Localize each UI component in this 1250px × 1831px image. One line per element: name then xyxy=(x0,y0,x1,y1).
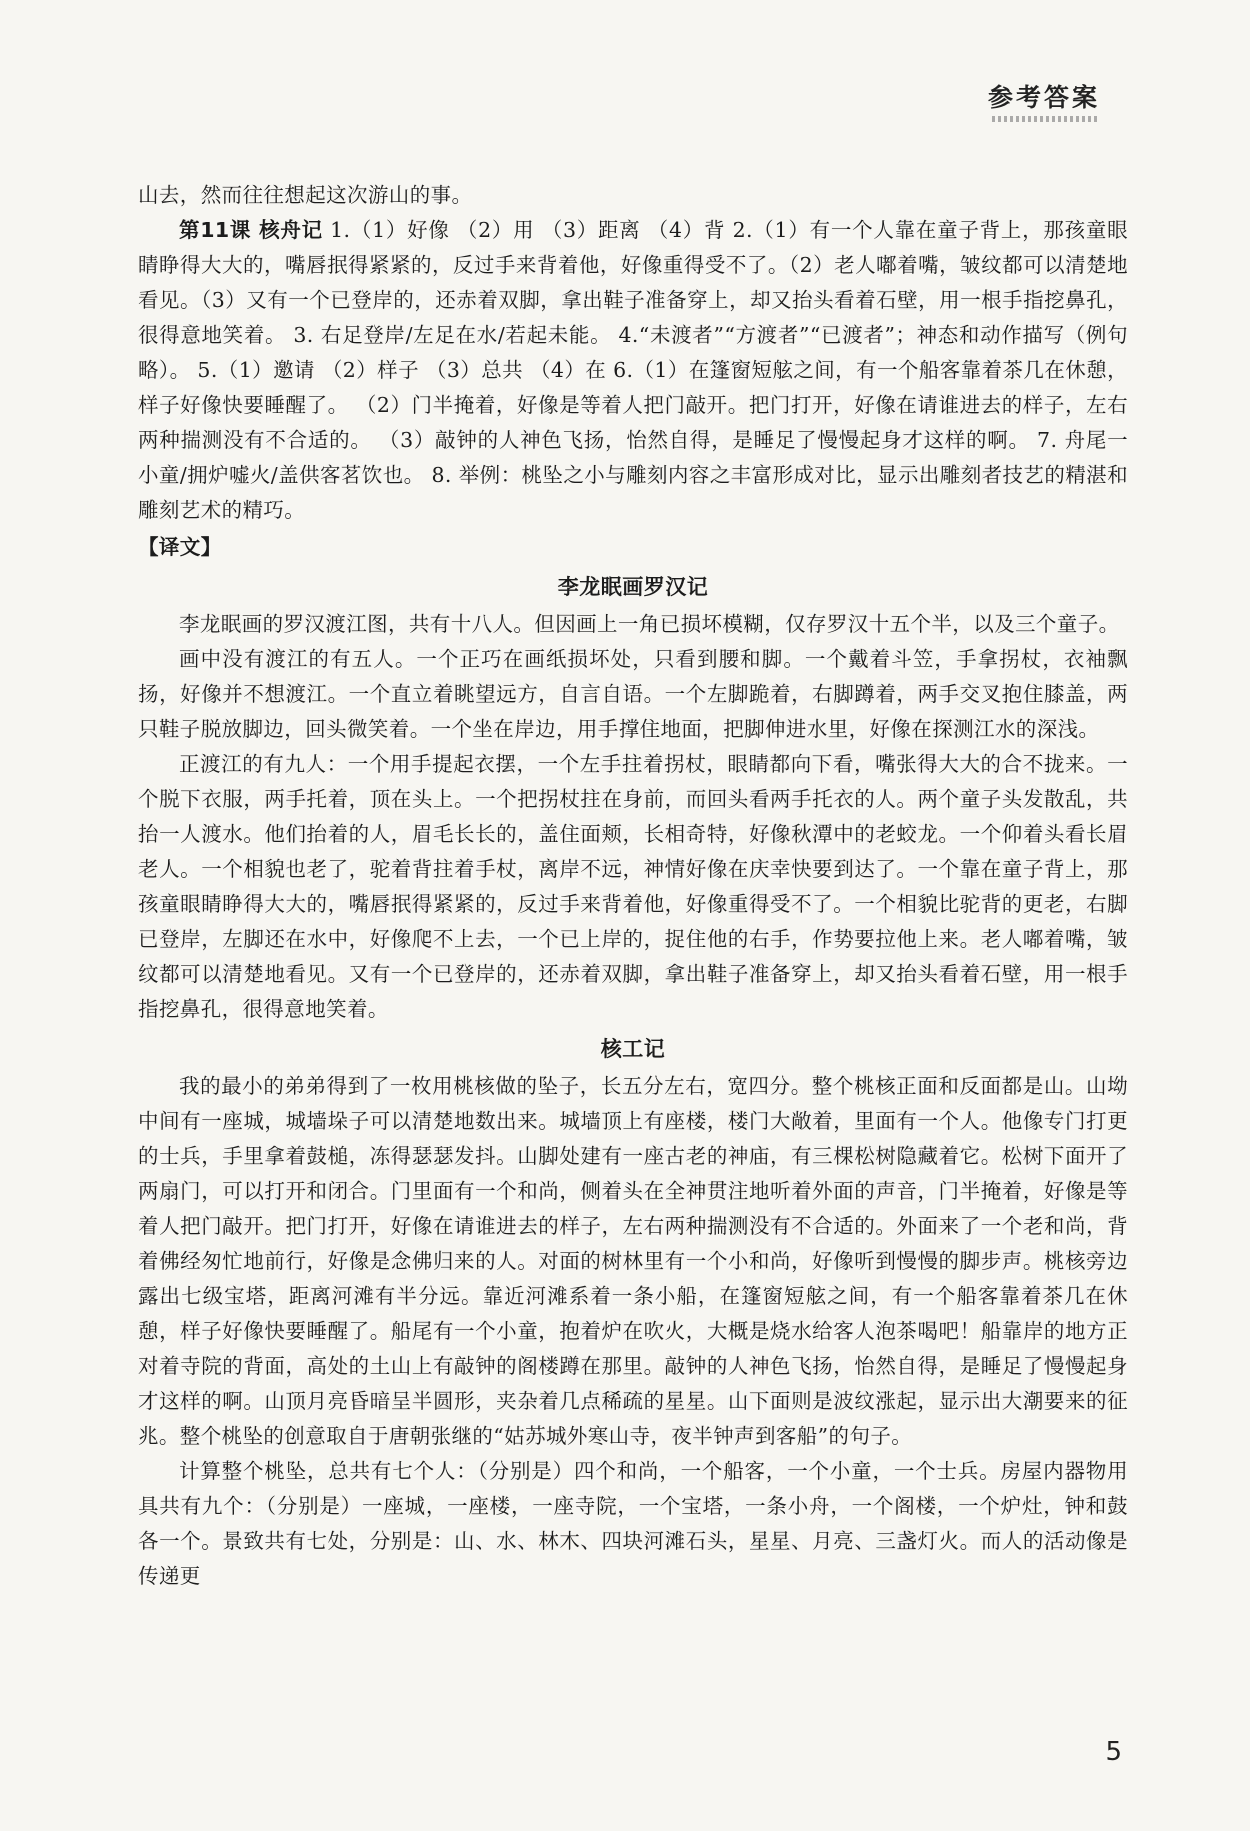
page-number: 5 xyxy=(1105,1737,1122,1767)
article-title-lilongmian: 李龙眠画罗汉记 xyxy=(557,575,709,599)
translation-tag: 【译文】 xyxy=(138,535,222,559)
lesson-11-answer-text: 1.（1）好像 （2）用 （3）距离 （4）背 2.（1）有一个人靠在童子背上，那孩童眼睛睁得大大的，嘴唇抿得紧紧的，反过手来背着他，好像重得受不了。（2）老人嘟着嘴，皱纹都可以清楚地看见。（3）又有一个已登岸的，还赤着双脚，拿出鞋子准备穿上，却又抬头看着石壁，用一根手指挖鼻孔，很得意地笑着。 3. 右足登岸/左足在水/若起未能。 4.“未渡者”“方渡者”“已渡者”；神态和动作描写（例句略）。 5.（1）邀请 （2）样子 （3）总共 （4）在 6.（1）在篷窗短舷之间，有一个船客靠着茶几在休憩，样子好像快要睡醒了。 （2）门半掩着，好像是等着人把门敲开。把门打开，好像在请谁进去的样子，左右两种揣测没有不合适的。 （3）敲钟的人神色飞扬，怡然自得，是睡足了慢慢起身才这样的啊。 7. 舟尾一小童/拥炉嘘火/盖供客茗饮也。 8. 举例：桃坠之小与雕刻内容之丰富形成对比，显示出雕刻者技艺的精湛和雕刻艺术的精巧。 xyxy=(138,218,1128,522)
article1-paragraph: 画中没有渡江的有五人。一个正巧在画纸损坏处，只看到腰和脚。一个戴着斗笠，手拿拐杖，衣袖飘扬，好像并不想渡江。一个直立着眺望远方，自言自语。一个左脚跪着，右脚蹲着，两手交叉抱住膝盖，两只鞋子脱放脚边，回头微笑着。一个坐在岸边，用手撑住地面，把脚伸进水里，好像在探测江水的深浅。 xyxy=(138,647,1128,741)
article-title-hegongji: 核工记 xyxy=(600,1037,666,1061)
page-header-title: 参考答案 xyxy=(987,83,1100,112)
intro-line: 山去，然而往往想起这次游山的事。 xyxy=(138,183,473,207)
article1-paragraph: 正渡江的有九人：一个用手提起衣摆，一个左手拄着拐杖，眼睛都向下看，嘴张得大大的合不拢来。一个脱下衣服，两手托着，顶在头上。一个把拐杖拄在身前，而回头看两手托衣的人。两个童子头发散乱，共抬一人渡水。他们抬着的人，眉毛长长的，盖住面颊，长相奇特，好像秋潭中的老蛟龙。一个仰着头看长眉老人。一个相貌也老了，驼着背拄着手杖，离岸不远，神情好像在庆幸快要到达了。一个靠在童子背上，那孩童眼睛睁得大大的，嘴唇抿得紧紧的，反过手来背着他，好像重得受不了。一个相貌比驼背的更老，右脚已登岸，左脚还在水中，好像爬不上去，一个已上岸的，捉住他的右手，作势要拉他上来。老人嘟着嘴，皱纹都可以清楚地看见。又有一个已登岸的，还赤着双脚，拿出鞋子准备穿上，却又抬头看着石壁，用一根手指挖鼻孔，很得意地笑着。 xyxy=(138,752,1128,1021)
lesson-11-title: 第11课 核舟记 xyxy=(179,218,323,242)
article1-paragraph: 李龙眠画的罗汉渡江图，共有十八人。但因画上一角已损坏模糊，仅存罗汉十五个半，以及三个童子。 xyxy=(179,612,1120,636)
page-content xyxy=(138,178,1128,1594)
article2-paragraph: 计算整个桃坠，总共有七个人：（分别是）四个和尚，一个船客，一个小童，一个士兵。房屋内器物用具共有九个：（分别是）一座城，一座楼，一座寺院，一个宝塔，一条小舟，一个阁楼，一个炉灶，钟和鼓各一个。景致共有七处，分别是：山、水、林木、四块河滩石头，星星、月亮、三盏灯火。而人的活动像是传递更 xyxy=(138,1459,1128,1588)
article2-paragraph: 我的最小的弟弟得到了一枚用桃核做的坠子，长五分左右，宽四分。整个桃核正面和反面都是山。山坳中间有一座城，城墙垛子可以清楚地数出来。城墙顶上有座楼，楼门大敞着，里面有一个人。他像专门打更的士兵，手里拿着鼓槌，冻得瑟瑟发抖。山脚处建有一座古老的神庙，有三棵松树隐藏着它。松树下面开了两扇门，可以打开和闭合。门里面有一个和尚，侧着头在全神贯注地听着外面的声音，门半掩着，好像是等着人把门敲开。把门打开，好像在请谁进去的样子，左右两种揣测没有不合适的。外面来了一个老和尚，背着佛经匆忙地前行，好像是念佛归来的人。对面的树林里有一个小和尚，好像听到慢慢的脚步声。桃核旁边露出七级宝塔，距离河滩有半分远。靠近河滩系着一条小船，在篷窗短舷之间，有一个船客靠着茶几在休憩，样子好像快要睡醒了。船尾有一个小童，抱着炉在吹火，大概是烧水给客人泡茶喝吧！船靠岸的地方正对着寺院的背面，高处的土山上有敲钟的阁楼蹲在那里。敲钟的人神色飞扬，怡然自得，是睡足了慢慢起身才这样的啊。山顶月亮昏暗呈半圆形，夹杂着几点稀疏的星星。山下面则是波纹涨起，显示出大潮要来的征兆。整个桃坠的创意取自于唐朝张继的“姑苏城外寒山寺，夜半钟声到客船”的句子。 xyxy=(138,1074,1128,1448)
lesson-11-answers xyxy=(138,213,1128,528)
header-underline xyxy=(992,116,1100,122)
